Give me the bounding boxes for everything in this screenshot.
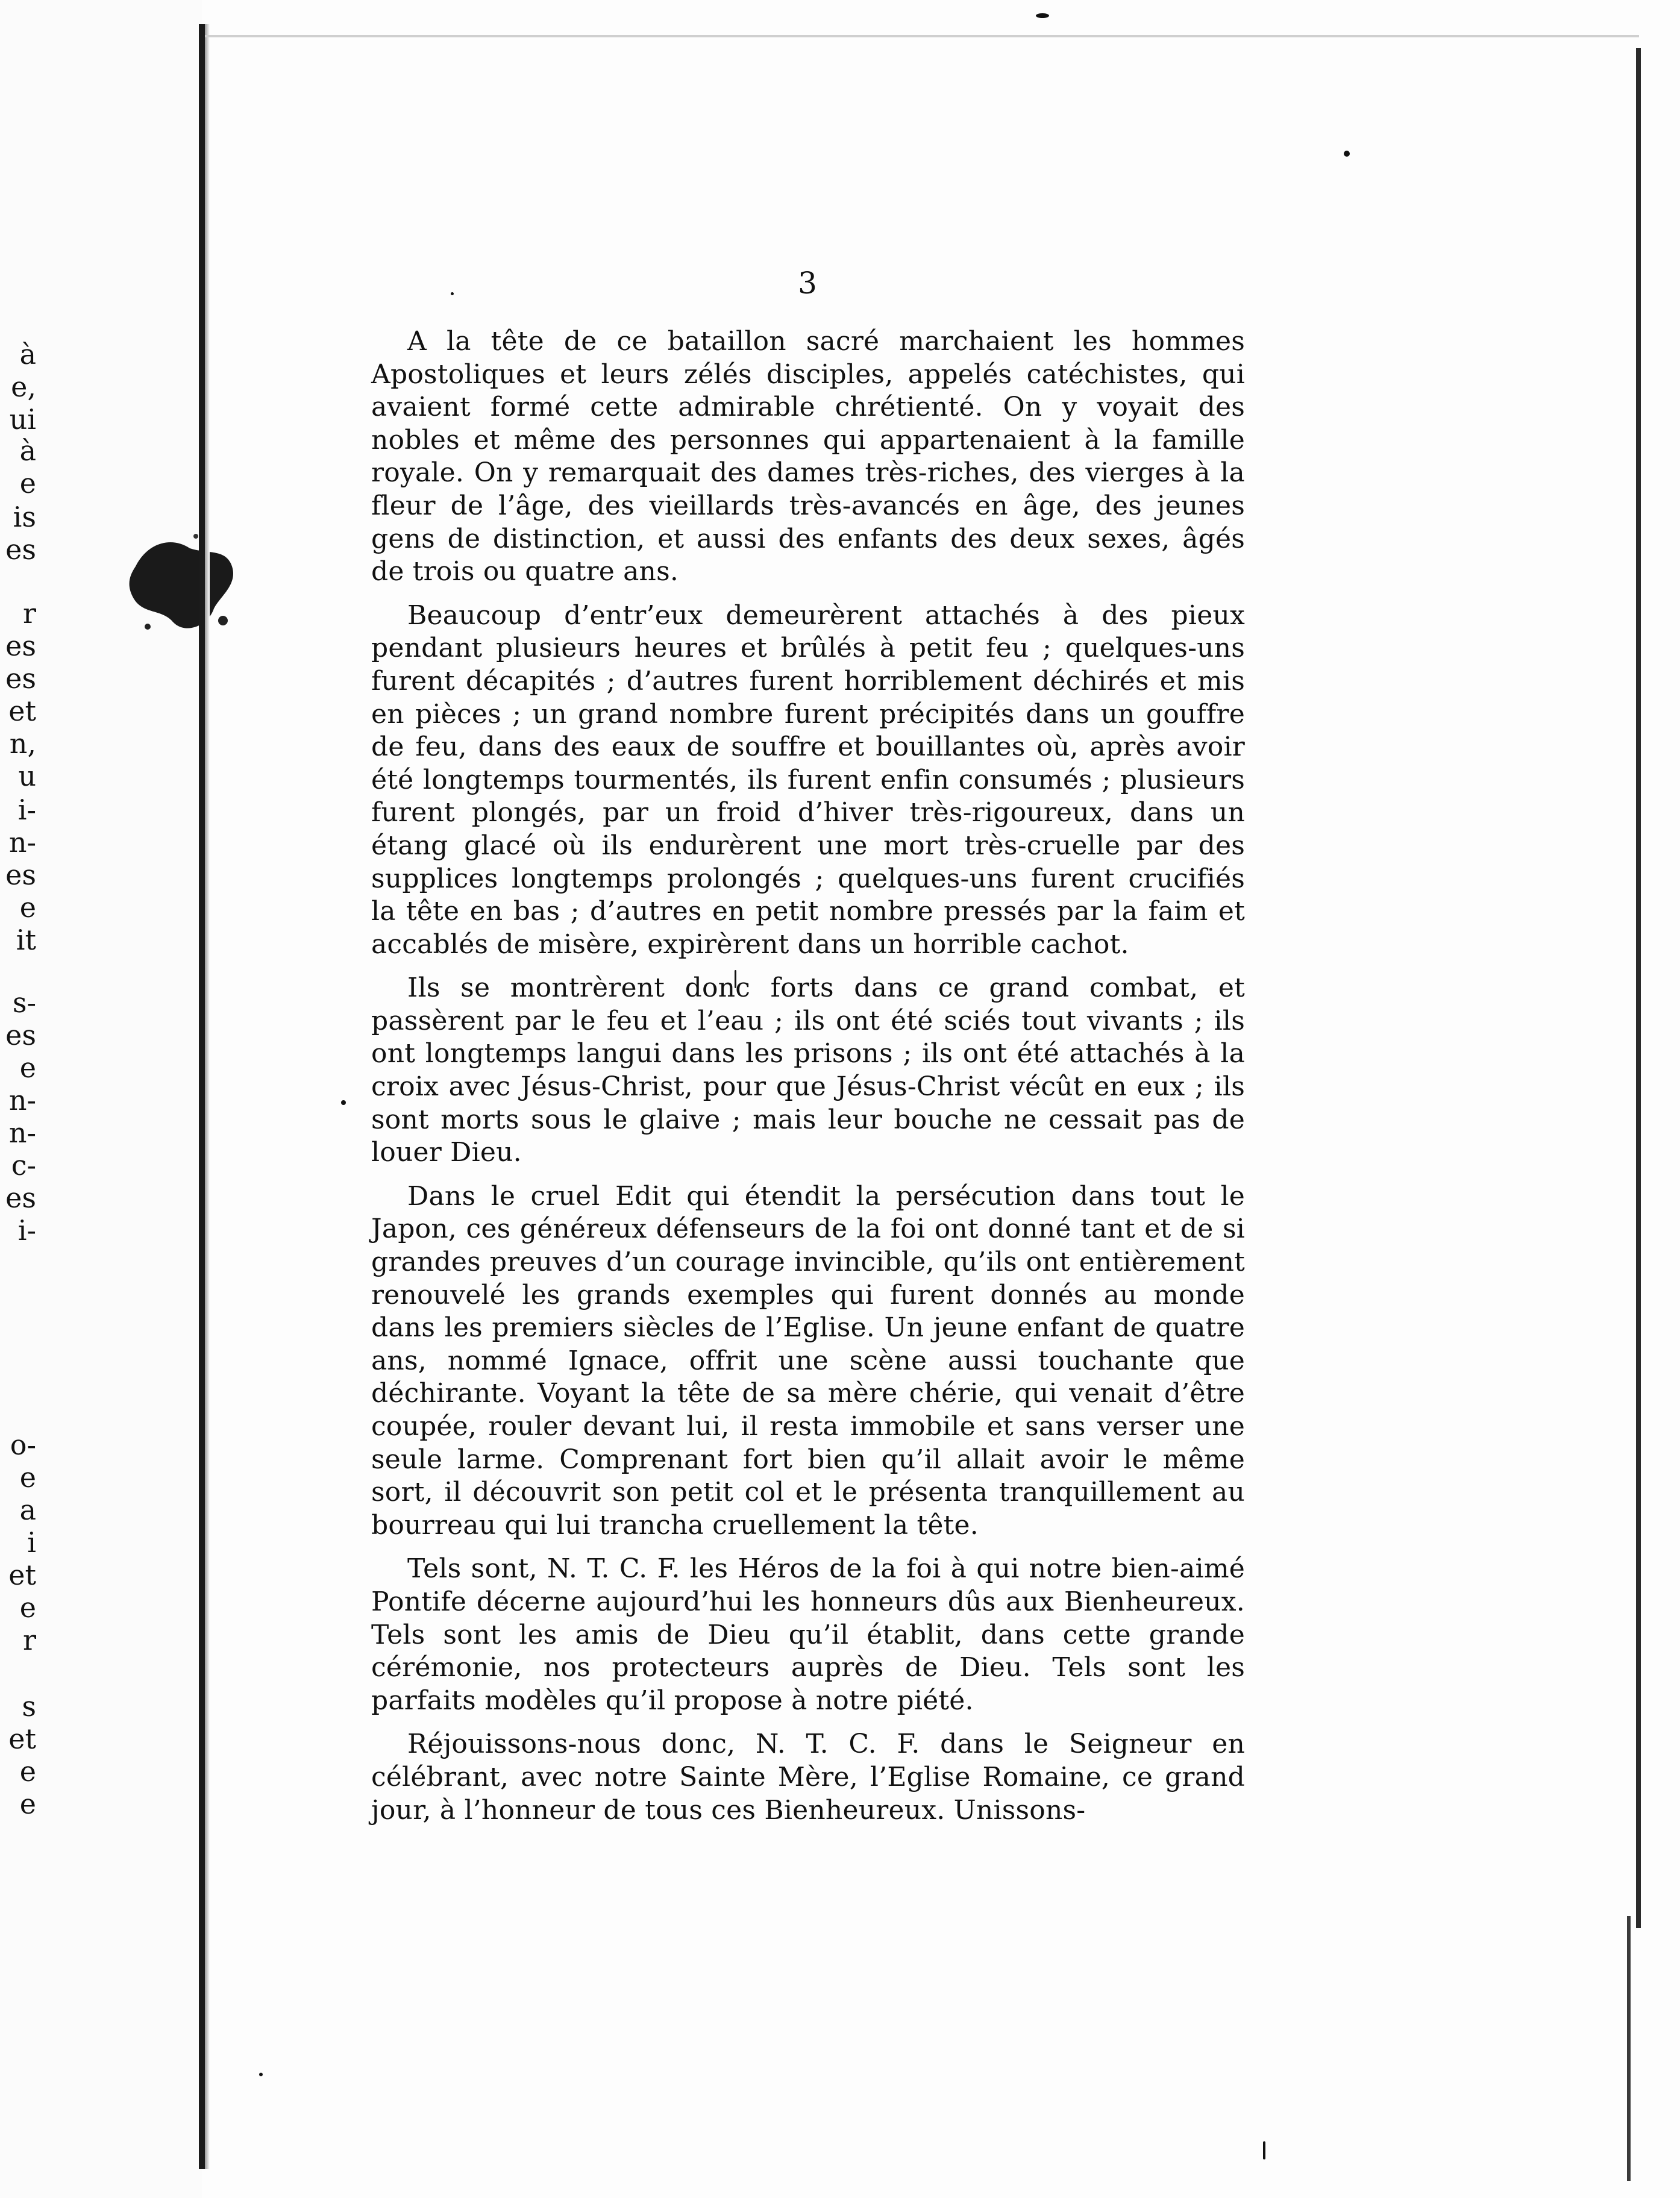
facing-page-fragment: es [5, 1182, 36, 1214]
facing-page-fragment: es [5, 533, 36, 566]
speck [1344, 151, 1350, 157]
facing-page-fragment: it [16, 924, 36, 956]
facing-page-fragment: es [5, 1019, 36, 1051]
facing-page-fragment: n- [8, 1116, 36, 1149]
facing-page-fragment: r [23, 1624, 36, 1656]
paragraph: Tels sont, N. T. C. F. les Héros de la foi à qui notre bien-aimé Pontife décerne aujourd’hui les honneurs dûs aux Bienheureux. Tels sont les amis de Dieu qu’il établit, dans cette grande cérémonie, nos protecteurs auprès de Dieu. Tels sont les parfaits modèles qu’il propose à notre piété. [371, 1553, 1245, 1716]
paragraph: Ils se montrèrent donc forts dans ce grand combat, et passèrent par le feu et l’eau ; ils ont été sciés tout vivants ; ils ont longtemps langui dans les prisons ; ils ont été attachés à la croix avec Jésus-Christ, pour que Jésus-Christ vécût en eux ; ils sont morts sous le glaive ; mais leur bouche ne cessait pas de louer Dieu. [371, 972, 1245, 1168]
facing-page-fragment: e, [11, 371, 36, 403]
gutter-shadow [205, 24, 210, 2169]
facing-page-fragment: e [19, 1591, 36, 1624]
facing-page-fragment: à [19, 338, 36, 371]
facing-page-fragment: a [19, 1494, 36, 1526]
facing-page-fragment: et [8, 1723, 36, 1755]
facing-page-fragment: e [19, 1051, 36, 1084]
facing-page-fragment: es [5, 630, 36, 662]
facing-page-fragment: es [5, 859, 36, 891]
facing-page-fragment: à [19, 434, 36, 467]
paragraph: Dans le cruel Edit qui étendit la persécution dans tout le Japon, ces généreux défenseurs de la foi ont donné tant et de si grandes preuves d’un courage invincible, qu’ils ont entièrement renouvelé les grands exemples qui furent donnés au monde dans les premiers siècles de l’Eglise. Un jeune enfant de quatre ans, nommé Ignace, offrit une scène aussi touchante que déchirante. Voyant la tête de sa mère chérie, qui venait d’être coupée, rouler devant lui, il resta immobile et sans verser une seule larme. Comprenant fort bien qu’il allait avoir le même sort, il découvrit son petit col et le présenta tranquillement au bourreau qui lui trancha cruellement la tête. [371, 1180, 1245, 1541]
facing-page-fragment: es [5, 662, 36, 695]
facing-page-fragment: s [22, 1690, 36, 1723]
facing-page-fragment: e [19, 1461, 36, 1494]
facing-page-fragment: n- [8, 1084, 36, 1116]
facing-page-fragment: i- [17, 794, 36, 826]
facing-page-fragment: e [19, 1788, 36, 1820]
facing-page-fragment: et [8, 695, 36, 727]
facing-page-fragment: e [19, 1755, 36, 1788]
page-right-edge [1636, 48, 1641, 1928]
facing-page-fragment: r [23, 597, 36, 630]
page-number: 3 [798, 266, 817, 301]
facing-page-fragment: et [8, 1559, 36, 1591]
speck [259, 2073, 263, 2076]
facing-page-fragment: u [18, 760, 36, 792]
speck [1036, 13, 1049, 18]
paragraph: Beaucoup d’entr’eux demeurèrent attachés à des pieux pendant plusieurs heures et brûlés à petit feu ; quelques-uns furent décapités ; d’autres furent horriblement déchirés et mis en pièces ; un grand nombre furent précipités dans un gouffre de feu, dans des eaux de souffre et bouillantes où, après avoir été longtemps tourmentés, ils furent enfin consumés ; plusieurs furent plongés, par un froid d’hiver très-rigoureux, dans un étang glacé où ils endurèrent une mort très-cruelle par des supplices longtemps prolongés ; quelques-uns furent crucifiés la tête en bas ; d’autres en petit nombre pressés par la faim et accablés de misère, expirèrent dans un horrible cachot. [371, 600, 1245, 960]
facing-page-fragment: ui [9, 403, 36, 436]
facing-page-fragment: o- [10, 1429, 36, 1461]
speck [451, 292, 454, 295]
facing-page-fragment: n, [9, 727, 36, 760]
body-text [371, 325, 1245, 1827]
facing-page-fragment: c- [11, 1149, 36, 1182]
binding-gutter-line [199, 24, 205, 2169]
page-right-edge-lower [1627, 1916, 1631, 2181]
facing-page-fragment: i- [17, 1214, 36, 1247]
speck [341, 1100, 346, 1105]
page-top-edge [205, 35, 1639, 37]
facing-page-fragment: n- [8, 826, 36, 859]
paragraph: Réjouissons-nous donc, N. T. C. F. dans le Seigneur en célébrant, avec notre Sainte Mère, l’Eglise Romaine, ce grand jour, à l’honneur de tous ces Bienheureux. Unissons- [371, 1729, 1245, 1826]
ink-blot-stain [124, 530, 238, 639]
facing-page-fragment: s- [12, 986, 36, 1019]
facing-page-fragment: is [13, 501, 36, 533]
facing-page-fragment: e [19, 891, 36, 924]
paragraph: A la tête de ce bataillon sacré marchaient les hommes Apostoliques et leurs zélés disciples, appelés catéchistes, qui avaient formé cette admirable chrétienté. On y voyait des nobles et même des personnes qui appartenaient à la famille royale. On y remarquait des dames très-riches, des vierges à la fleur de l’âge, des vieillards très-avancés en âge, des jeunes gens de distinction, et aussi des enfants des deux sexes, âgés de trois ou quatre ans. [371, 326, 1245, 587]
facing-page-fragment: e [19, 467, 36, 499]
facing-page-fragment: i [27, 1526, 36, 1559]
speck [1263, 2141, 1265, 2159]
